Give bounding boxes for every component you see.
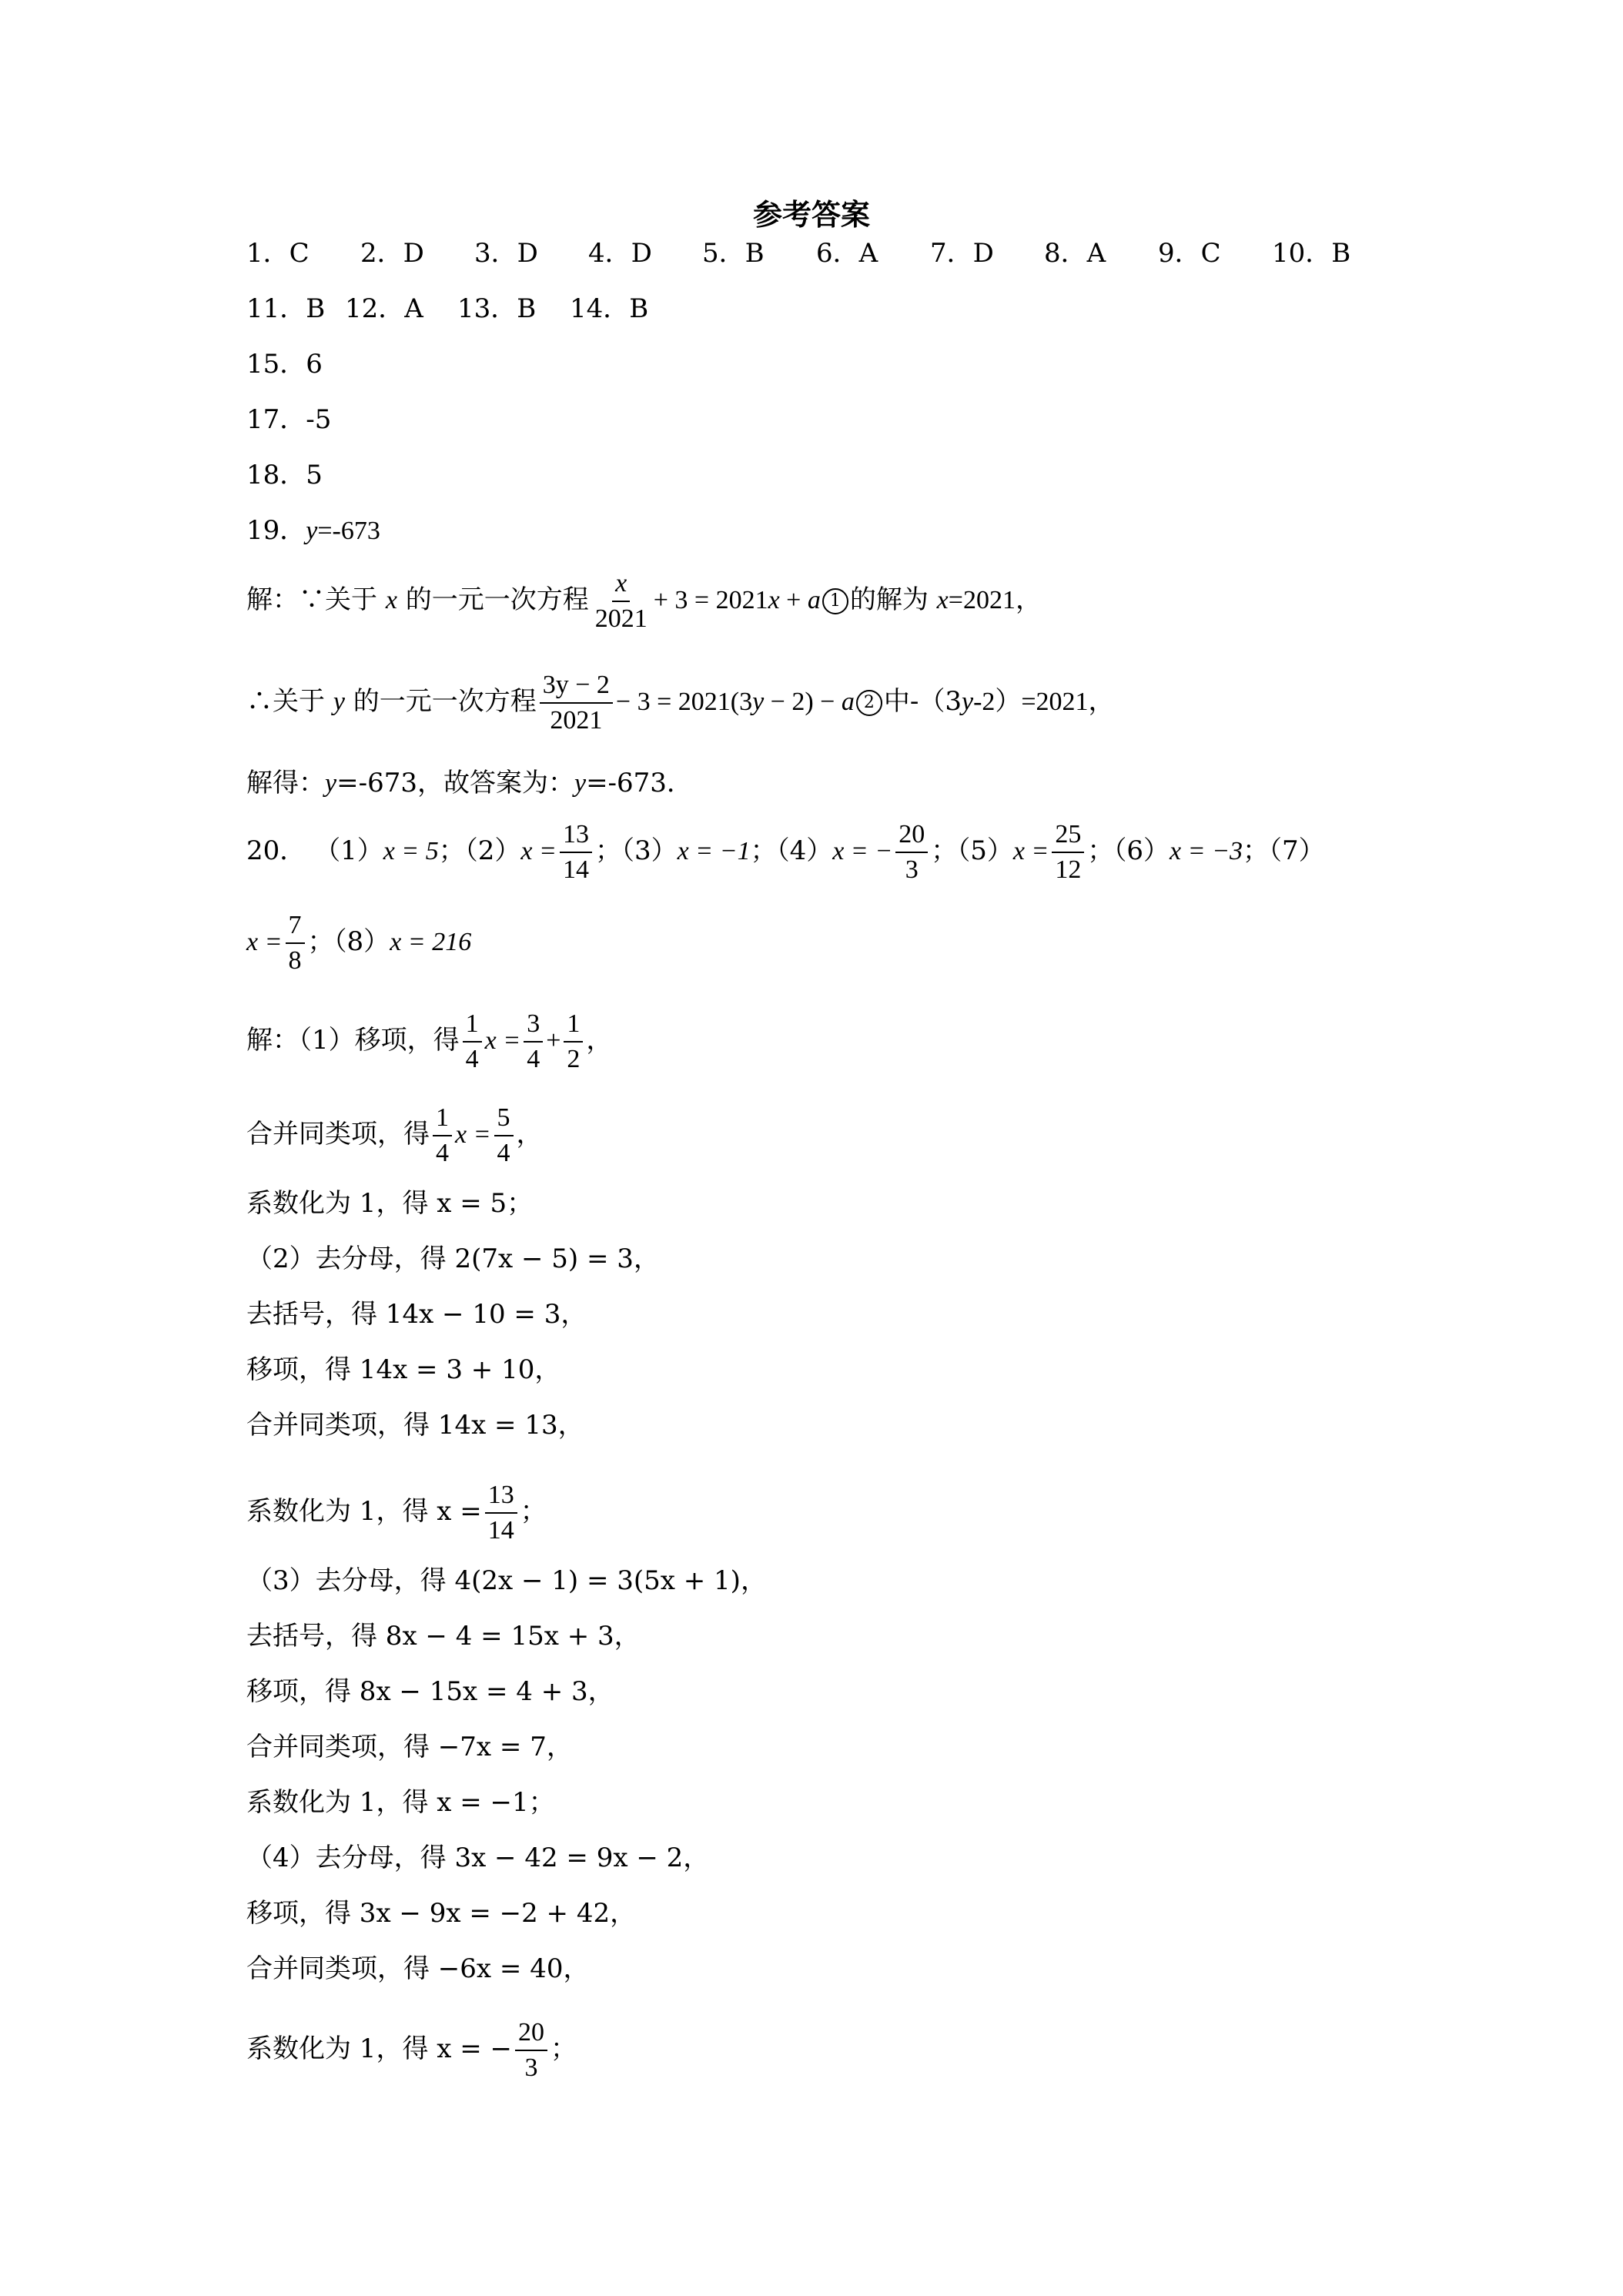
math-expr: x = bbox=[246, 928, 283, 956]
solution-step-16: 合并同类项，得 −6x = 40， bbox=[246, 1953, 590, 1984]
solution-text: -2）=2021， bbox=[973, 688, 1115, 716]
fraction bbox=[895, 819, 928, 885]
part-label: （4） bbox=[776, 835, 833, 866]
fraction bbox=[433, 1103, 452, 1169]
solution-step-17 bbox=[246, 2017, 577, 2083]
separator: ； bbox=[594, 835, 621, 866]
circled-number: 1 bbox=[822, 588, 848, 614]
solution-step-15: 移项，得 3x − 9x = −2 + 42， bbox=[246, 1898, 637, 1929]
part-label: （7） bbox=[1269, 835, 1325, 866]
fraction-numerator: 1 bbox=[463, 1009, 482, 1043]
fill-answer-15 bbox=[246, 346, 323, 382]
solution-text: 解：（1）移项，得 bbox=[246, 1025, 460, 1056]
fraction bbox=[485, 1480, 517, 1546]
question-number: 20． bbox=[246, 835, 306, 866]
fill-answer-18 bbox=[246, 457, 323, 493]
solution-text: 的一元一次方程 bbox=[344, 686, 537, 717]
separator: ； bbox=[1087, 835, 1114, 866]
choice-answer: 10．B bbox=[1272, 238, 1351, 269]
solution-step-4: （2）去分母，得 2(7x − 5) = 3， bbox=[246, 1243, 660, 1274]
part-label: （5） bbox=[957, 835, 1013, 866]
answer-value: =-673 bbox=[317, 517, 380, 545]
fraction-denominator: 2021 bbox=[594, 604, 648, 633]
solution-text: 中-（3 bbox=[883, 686, 962, 717]
choice-answer: 3．D bbox=[474, 238, 538, 269]
choice-answer: 8．A bbox=[1044, 238, 1106, 269]
solution-step-7: 合并同类项，得 14x = 13， bbox=[246, 1410, 584, 1441]
fraction-numerator: 20 bbox=[895, 819, 928, 853]
fraction-denominator: 3 bbox=[524, 2053, 538, 2082]
fill-answer-17 bbox=[246, 402, 331, 437]
fraction bbox=[286, 910, 305, 976]
choice-answer: 13．B bbox=[457, 293, 537, 324]
math-var: y bbox=[333, 688, 345, 716]
answer-19 bbox=[246, 513, 380, 549]
fraction bbox=[560, 819, 592, 885]
fraction bbox=[1052, 819, 1084, 885]
q19-solution-line-2 bbox=[246, 670, 1115, 736]
fraction-numerator: 13 bbox=[560, 819, 592, 853]
q19-solution-line-3 bbox=[246, 765, 693, 802]
math-var: a bbox=[841, 688, 855, 716]
solution-text: 解得： bbox=[246, 768, 325, 798]
solution-text: ； bbox=[520, 1496, 547, 1527]
solution-step-8 bbox=[246, 1480, 547, 1546]
separator: ； bbox=[1243, 835, 1270, 866]
solution-step-12: 合并同类项，得 −7x = 7， bbox=[246, 1732, 573, 1762]
choice-answer: 1．C bbox=[246, 238, 310, 269]
separator: ； bbox=[438, 835, 465, 866]
math-var: x bbox=[768, 586, 780, 614]
fraction-denominator: 2021 bbox=[550, 706, 603, 735]
math-expr: x = bbox=[1012, 837, 1049, 865]
fraction bbox=[515, 2017, 547, 2083]
part-label: （1） bbox=[314, 835, 383, 866]
math-expr: x = −3 bbox=[1170, 837, 1243, 865]
solution-text: ， bbox=[586, 1025, 613, 1056]
page-title: 参考答案 bbox=[752, 198, 870, 232]
answer-value: -5 bbox=[306, 404, 332, 435]
solution-step-2 bbox=[246, 1103, 543, 1169]
math-expr: x = bbox=[520, 837, 557, 865]
fraction-denominator: 4 bbox=[497, 1139, 510, 1167]
math-expr: − 3 = 2021(3 bbox=[615, 688, 753, 716]
math-expr: + bbox=[546, 1026, 561, 1055]
solution-text: =-673，故答案为： bbox=[336, 768, 574, 798]
fraction-numerator: 1 bbox=[433, 1103, 452, 1136]
solution-step-14: （4）去分母，得 3x − 42 = 9x − 2， bbox=[246, 1842, 710, 1873]
fraction-numerator: 13 bbox=[485, 1480, 517, 1514]
choice-answer: 6．A bbox=[816, 238, 878, 269]
choice-answer: 14．B bbox=[570, 293, 649, 324]
fraction-denominator: 4 bbox=[436, 1139, 449, 1167]
fraction-numerator: 5 bbox=[494, 1103, 514, 1136]
fraction-denominator: 4 bbox=[527, 1045, 540, 1073]
solution-text: =-673． bbox=[586, 768, 693, 798]
fraction-numerator: 25 bbox=[1052, 819, 1084, 853]
fraction-denominator: 2 bbox=[567, 1045, 581, 1073]
math-expr: x = 5 bbox=[383, 837, 439, 865]
math-expr: x = − bbox=[832, 837, 893, 865]
fraction-numerator: x bbox=[612, 568, 630, 602]
separator: ； bbox=[307, 926, 334, 957]
answer-value: 5 bbox=[306, 460, 323, 490]
choice-answers-row-2 bbox=[246, 291, 684, 326]
answer-variable: y bbox=[306, 517, 318, 545]
math-var: y bbox=[574, 769, 587, 798]
choice-answer: 7．D bbox=[930, 238, 994, 269]
solution-text: 合并同类项，得 bbox=[246, 1119, 430, 1150]
answer-20-line-1 bbox=[246, 819, 1325, 885]
fraction bbox=[494, 1103, 514, 1169]
solution-text: 的解为 bbox=[849, 584, 937, 615]
solution-step-11: 移项，得 8x − 15x = 4 + 3， bbox=[246, 1676, 614, 1707]
choice-answer: 4．D bbox=[588, 238, 652, 269]
question-number: 19． bbox=[246, 515, 306, 546]
math-expr: x = bbox=[484, 1026, 521, 1055]
math-var: x bbox=[385, 586, 397, 614]
math-var: a bbox=[807, 586, 821, 614]
solution-step-3: 系数化为 1，得 x = 5； bbox=[246, 1188, 534, 1219]
math-expr: − 2) − bbox=[764, 688, 842, 716]
choice-answer: 9．C bbox=[1158, 238, 1221, 269]
fraction-numerator: 7 bbox=[286, 910, 305, 944]
question-number: 17． bbox=[246, 404, 306, 435]
solution-step-5: 去括号，得 14x − 10 = 3， bbox=[246, 1299, 587, 1330]
choice-answer: 12．A bbox=[345, 293, 423, 324]
fraction-denominator: 14 bbox=[487, 1516, 514, 1545]
fraction bbox=[540, 670, 613, 736]
part-label: （3） bbox=[621, 835, 678, 866]
math-var: y bbox=[961, 688, 974, 716]
solution-step-6: 移项，得 14x = 3 + 10， bbox=[246, 1354, 561, 1385]
math-var: y bbox=[325, 769, 337, 798]
fraction-numerator: 3y − 2 bbox=[540, 670, 613, 704]
answer-20-line-2 bbox=[246, 910, 471, 976]
solution-text: ； bbox=[550, 2033, 577, 2064]
question-number: 18． bbox=[246, 460, 306, 490]
fraction-denominator: 14 bbox=[562, 855, 589, 884]
math-var: x bbox=[936, 586, 949, 614]
math-expr: + bbox=[779, 586, 808, 614]
solution-text: 解：∵关于 bbox=[246, 584, 386, 615]
fraction bbox=[564, 1009, 583, 1075]
choice-answer: 5．B bbox=[702, 238, 765, 269]
fraction bbox=[524, 1009, 543, 1075]
solution-step-13: 系数化为 1，得 x = −1； bbox=[246, 1787, 555, 1818]
solution-step-1 bbox=[246, 1009, 612, 1075]
fraction-denominator: 12 bbox=[1055, 855, 1082, 884]
fraction-numerator: 20 bbox=[515, 2017, 547, 2051]
question-number: 15． bbox=[246, 349, 306, 380]
choice-answer: 11．B bbox=[246, 293, 326, 324]
choice-answers-row-1 bbox=[246, 236, 1386, 271]
math-expr: x = −1 bbox=[677, 837, 751, 865]
fraction-denominator: 4 bbox=[465, 1045, 479, 1073]
part-label: （2） bbox=[464, 835, 521, 866]
separator: ； bbox=[750, 835, 777, 866]
answer-value: 6 bbox=[306, 349, 323, 380]
solution-step-9: （3）去分母，得 4(2x − 1) = 3(5x + 1)， bbox=[246, 1565, 767, 1596]
fraction-denominator: 3 bbox=[905, 855, 919, 884]
q19-solution-line-1 bbox=[246, 568, 1042, 634]
circled-number: 2 bbox=[856, 690, 882, 716]
solution-text: 系数化为 1，得 x = bbox=[246, 1496, 482, 1527]
fraction bbox=[463, 1009, 482, 1075]
math-expr: x = bbox=[455, 1120, 491, 1149]
part-label: （6） bbox=[1113, 835, 1170, 866]
fraction-numerator: 1 bbox=[564, 1009, 583, 1043]
solution-text: 的一元一次方程 bbox=[397, 584, 589, 615]
math-var: y bbox=[752, 688, 765, 716]
math-expr: x = 216 bbox=[390, 928, 472, 956]
solution-text: ∴关于 bbox=[246, 686, 333, 717]
fraction bbox=[592, 568, 651, 634]
choice-answer: 2．D bbox=[360, 238, 424, 269]
fraction-numerator: 3 bbox=[524, 1009, 543, 1043]
separator: ； bbox=[931, 835, 958, 866]
solution-step-10: 去括号，得 8x − 4 = 15x + 3， bbox=[246, 1621, 641, 1652]
math-expr: + 3 = 2021 bbox=[653, 586, 768, 614]
solution-text: ， bbox=[516, 1119, 543, 1150]
solution-text: =2021， bbox=[948, 586, 1042, 614]
part-label: （8） bbox=[333, 926, 390, 957]
solution-text: 系数化为 1，得 x = − bbox=[246, 2033, 513, 2064]
fraction-denominator: 8 bbox=[288, 946, 302, 975]
